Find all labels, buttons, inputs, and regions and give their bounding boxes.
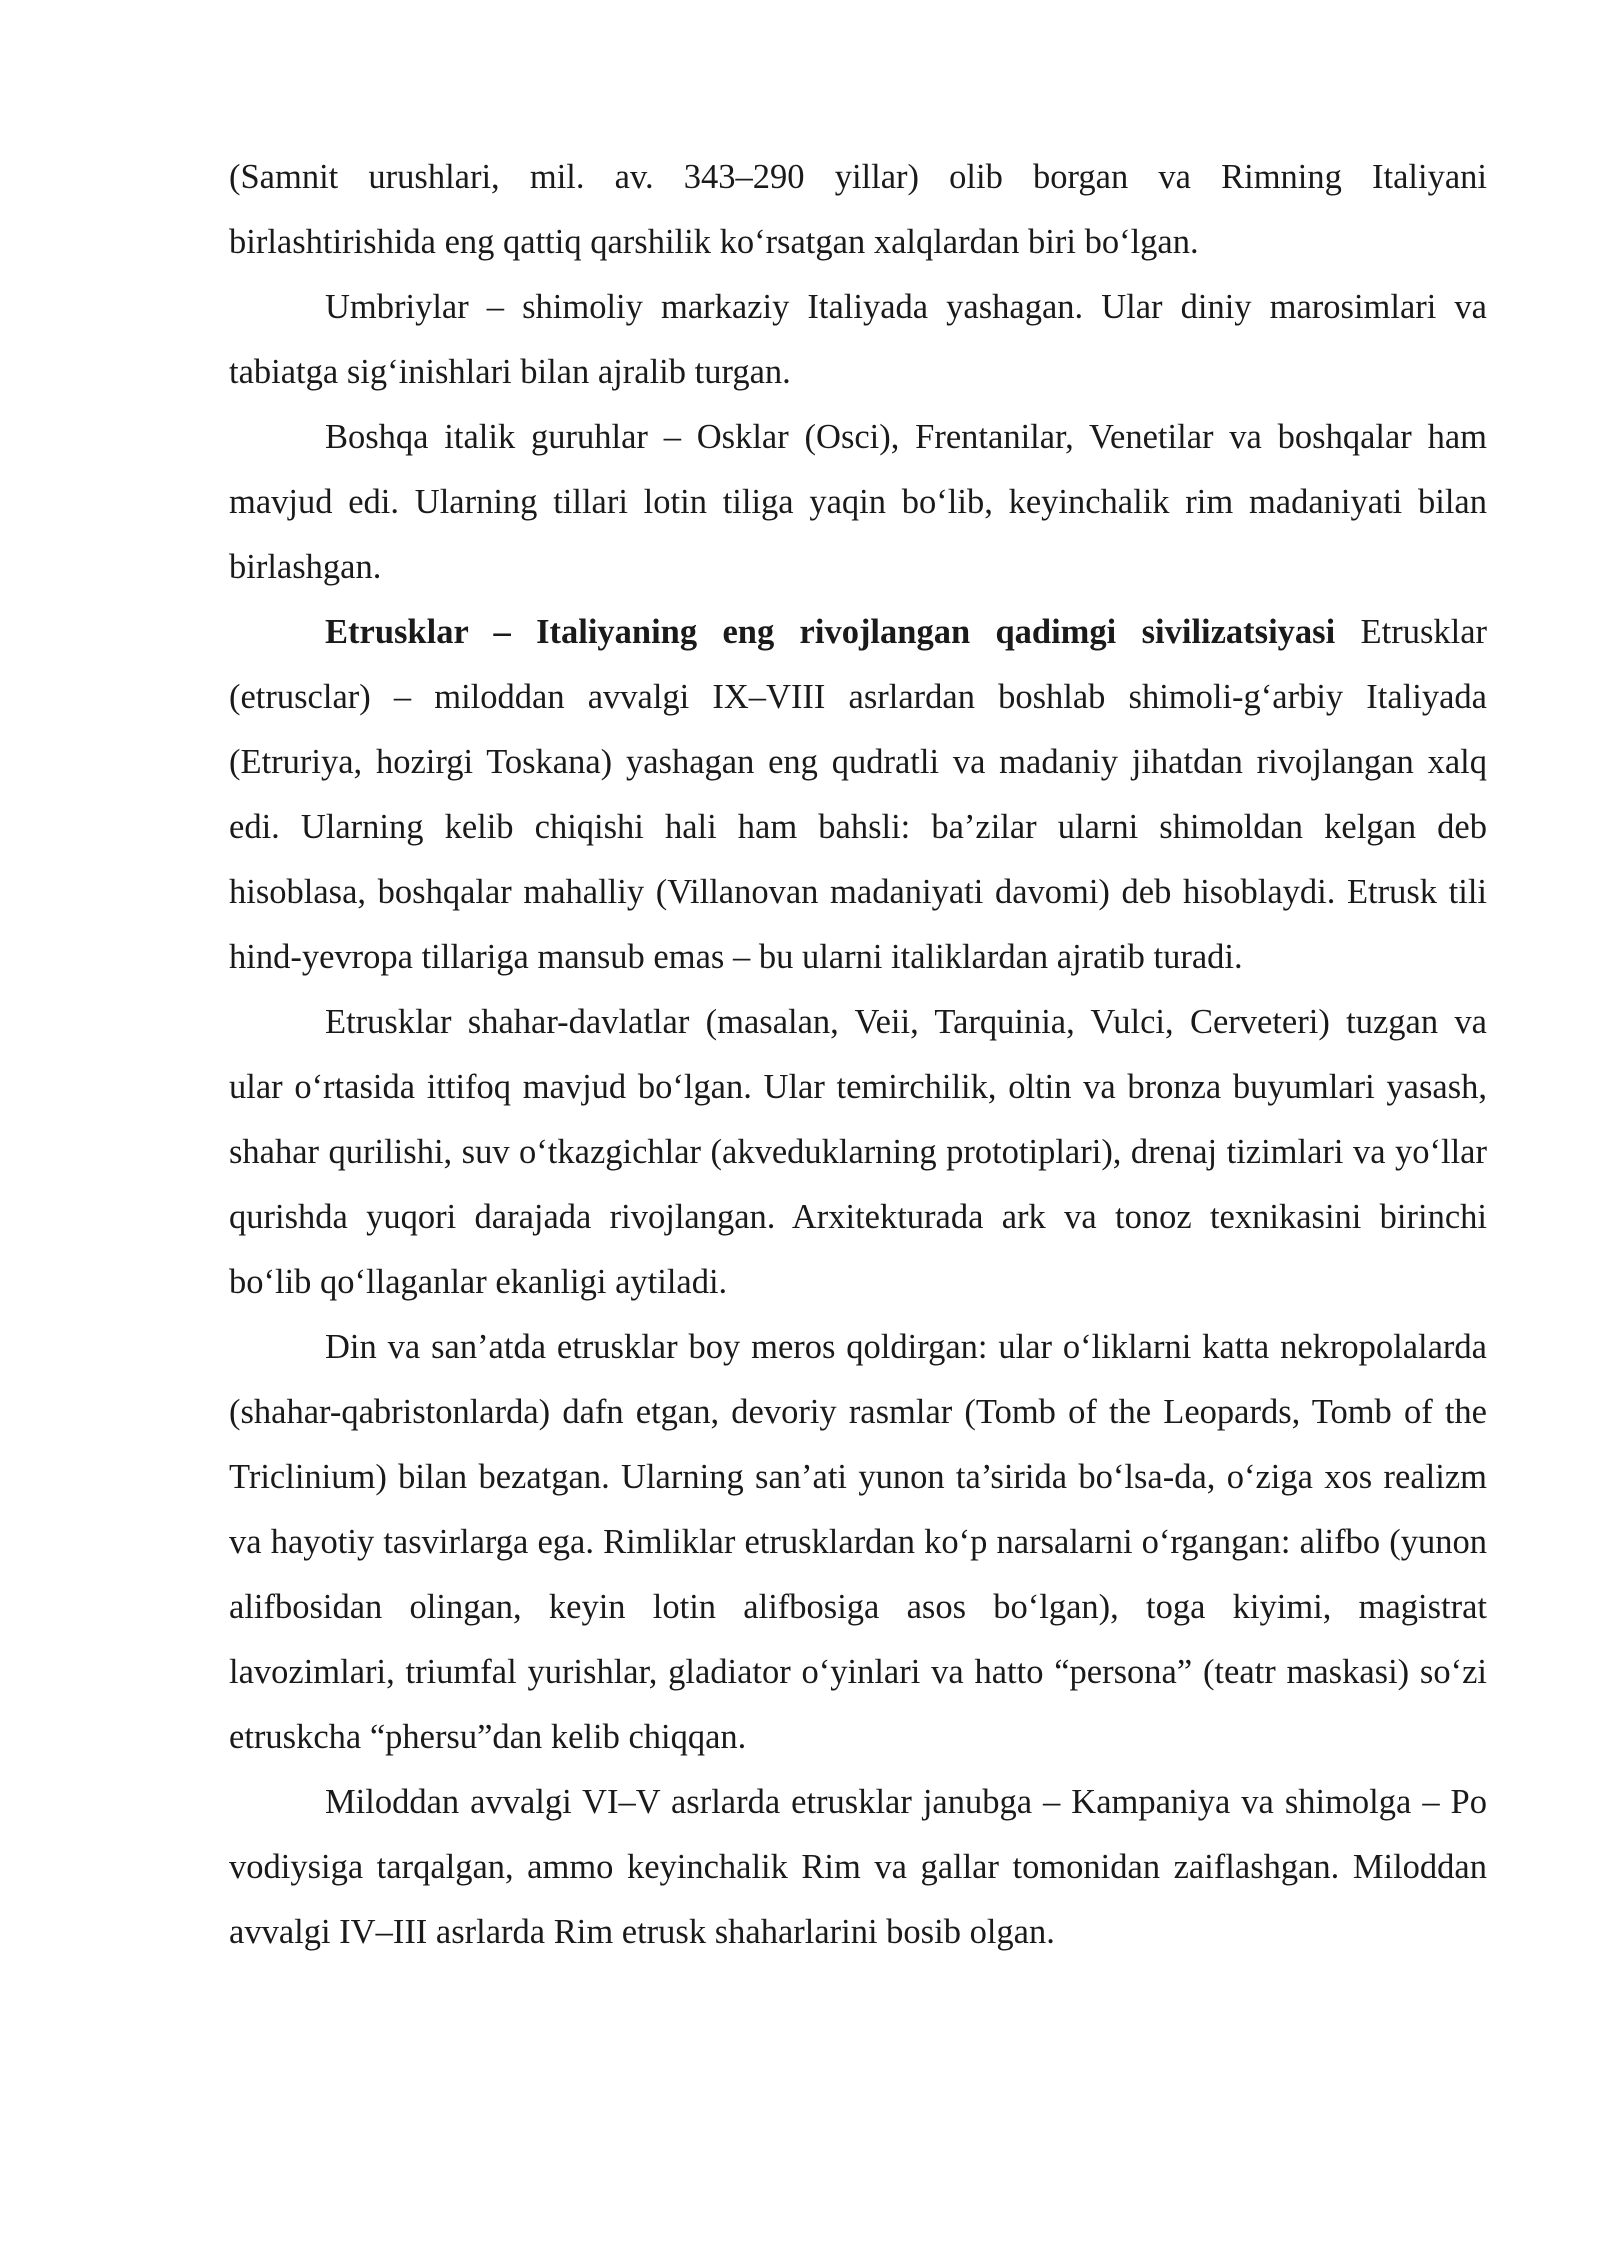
paragraph-shahar-davlatlar <box>229 990 1487 1315</box>
paragraph-text: Etrusklar (etrusclar) – miloddan avvalgi IX–VIII asrlardan boshlab shimoli-g‘arbiy Italiyada (Etruriya, hozirgi Toskana) yashagan eng qudratli va madaniy jihatdan rivojlangan xalq edi. Ularning kelib chiqishi hali ham bahsli: ba’zilar ularni shimoldan kelgan deb hisoblasa, boshqalar mahalliy (Villanovan madaniyati davomi) deb hisoblaydi. Etrusk tili hind-yevropa tillariga mansub emas – bu ularni italiklardan ajratib turadi. <box>229 613 1488 976</box>
paragraph-samnit <box>229 145 1487 275</box>
paragraph-text: Din va san’atda etrusklar boy meros qoldirgan: ular o‘liklarni katta nekropolalarda (shahar-qabristonlarda) dafn etgan, devoriy rasmlar (Tomb of the Leopards, Tomb of the Triclinium) bilan bezatgan. Ularning san’ati yunon ta’sirida bo‘lsa-da, o‘ziga xos realizm va hayotiy tasvirlarga ega. Rimliklar etrusklardan ko‘p narsalarni o‘rgangan: alifbo (yunon alifbosidan olingan, keyin lotin alifbosiga asos bo‘lgan), toga kiyimi, magistrat lavozimlari, triumfal yurishlar, gladiator o‘yinlari va hatto “persona” (teatr maskasi) so‘zi etruskcha “phersu”dan kelib chiqqan. <box>229 1328 1487 1756</box>
paragraph-text: Boshqa italik guruhlar – Osklar (Osci), Frentanilar, Venetilar va boshqalar ham mavjud edi. Ularning tillari lotin tiligа yaqin bo‘lib, keyinchalik rim madaniyati bilan birlashgan. <box>229 418 1487 586</box>
document-page <box>229 145 1487 1965</box>
paragraph-etrusklar <box>229 600 1487 990</box>
paragraph-text: Miloddan avvalgi VI–V asrlarda etrusklar janubga – Kampaniya va shimolga – Po vodiysiga tarqalgan, ammo keyinchalik Rim va gallar tomonidan zaiflashgan. Miloddan avvalgi IV–III asrlarda Rim etrusk shaharlarini bosib olgan. <box>229 1783 1487 1951</box>
paragraph-boshqa-italik <box>229 405 1487 600</box>
paragraph-text: Umbriylar – shimoliy markaziy Italiyada yashagan. Ular diniy marosimlari va tabiatga sig‘inishlari bilan ajralib turgan. <box>229 288 1487 391</box>
section-heading: Etrusklar – Italiyaning eng rivojlangan qadimgi sivilizatsiyasi <box>325 613 1336 651</box>
paragraph-din-sanat <box>229 1315 1487 1770</box>
paragraph-miloddan-avvalgi <box>229 1770 1487 1965</box>
paragraph-umbriylar <box>229 275 1487 405</box>
paragraph-text: Etrusklar shahar-davlatlar (masalan, Veii, Tarquinia, Vulci, Cerveteri) tuzgan va ular o‘rtasida ittifoq mavjud bo‘lgan. Ular temirchilik, oltin va bronza buyumlari yasash, shahar qurilishi, suv o‘tkazgichlar (akveduklarning prototiplari), drenaj tizimlari va yo‘llar qurishda yuqori darajada rivojlangan. Arxitekturada ark va tonoz texnikasini birinchi bo‘lib qo‘llaganlar ekanligi aytiladi. <box>229 1003 1487 1301</box>
paragraph-text: (Samnit urushlari, mil. av. 343–290 yillar) olib borgan va Rimning Italiyani birlashtirishida eng qattiq qarshilik ko‘rsatgan xalqlardan biri bo‘lgan. <box>229 158 1487 261</box>
